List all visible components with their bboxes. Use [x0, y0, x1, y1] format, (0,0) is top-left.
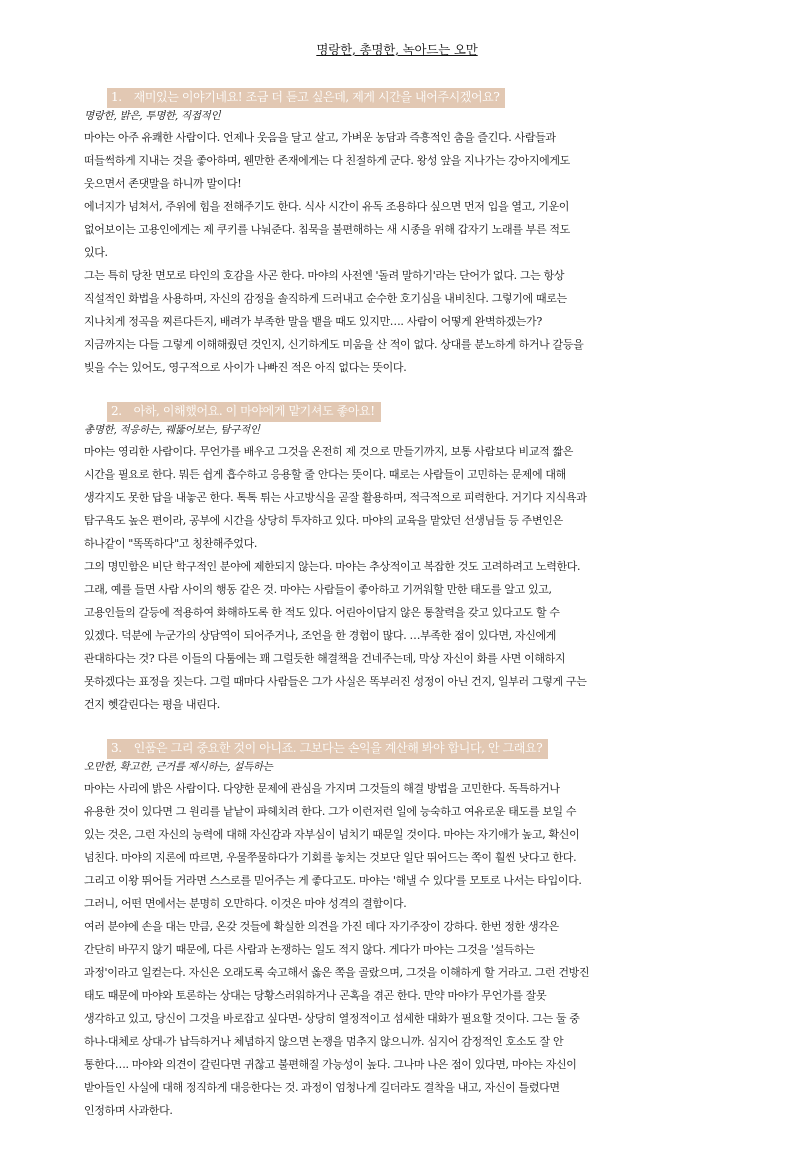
body-text-line: 지금까지는 다들 그렇게 이해해줬던 것인지, 신기하게도 미움을 산 적이 없다. 상대를 분노하게 하거나 갈등을 [84, 338, 584, 351]
body-text-line: 마야는 사리에 밝은 사람이다. 다양한 문제에 관심을 가지며 그것들의 해결 방법을 고민한다. 독특하거나 [84, 782, 560, 795]
body-text-line: 시간을 필요로 한다. 뭐든 쉽게 흡수하고 응용할 줄 안다는 뜻이다. 때로는 사람들이 고민하는 문제에 대해 [84, 468, 566, 481]
section-heading [107, 88, 505, 108]
section-heading-text: 아하, 이해했어요. 이 마야에게 맡기셔도 좋아요! [133, 404, 375, 418]
document-title: 명랑한, 총명한, 녹아드는 오만 [316, 42, 478, 57]
body-text-line: 있다. [84, 246, 108, 259]
body-text-line: 유용한 것이 있다면 그 원리를 낱낱이 파헤치려 한다. 그가 이런저런 일에 능숙하고 여유로운 태도를 보일 수 [84, 805, 577, 818]
body-text-line: 하나-대체로 상대-가 납득하거나 체념하지 않으면 논쟁을 멈추지 않으니까. 심지어 감정적인 호소도 잘 안 [84, 1035, 564, 1048]
body-text-line: 에너지가 넘쳐서, 주위에 힘을 전해주기도 한다. 식사 시간이 유독 조용하다 싶으면 먼저 입을 열고, 기운이 [84, 200, 570, 213]
body-text-line: 있는 것은, 그런 자신의 능력에 대해 자신감과 자부심이 넘치기 때문일 것이다. 마야는 자기애가 높고, 확신이 [84, 828, 580, 841]
section-3 [84, 737, 710, 1122]
section-heading-text: 재미있는 이야기네요! 조금 더 듣고 싶은데, 제게 시간을 내어주시겠어요? [133, 90, 500, 104]
body-text-line: 통한다…. 마야와 의견이 갈린다면 귀찮고 불편해질 가능성이 높다. 그나마 나은 점이 있다면, 마야는 자신이 [84, 1058, 577, 1071]
body-text-line: 마야는 아주 유쾌한 사람이다. 언제나 웃음을 달고 살고, 가벼운 농담과 즉흥적인 춤을 즐긴다. 사람들과 [84, 131, 556, 144]
body-text-line: 마야는 영리한 사람이다. 무언가를 배우고 그것을 온전히 제 것으로 만들기까지, 보통 사람보다 비교적 짧은 [84, 445, 574, 458]
section-number: 2. [111, 404, 122, 418]
body-text-line: 웃으면서 존댓말을 하니까 말이다! [84, 177, 242, 190]
section-2 [84, 400, 710, 716]
section-keywords: 오만한, 확고한, 근거를 제시하는, 설득하는 [84, 761, 273, 773]
body-text-line: 그래, 예를 들면 사람 사이의 행동 같은 것. 마야는 사람들이 좋아하고 기꺼워할 만한 태도를 알고 있고, [84, 583, 552, 596]
body-text-line: 그는 특히 당찬 면모로 타인의 호감을 사곤 한다. 마야의 사전엔 '돌려 말하기'라는 단어가 없다. 그는 항상 [84, 269, 565, 282]
body-text-line: 그리고 이왕 뛰어들 거라면 스스로를 믿어주는 게 좋다고도. 마야는 '해낼 수 있다'를 모토로 나서는 타입이다. [84, 874, 582, 887]
body-text-line: 지나치게 정곡을 찌른다든지, 배려가 부족한 말을 뱉을 때도 있지만…. 사람이 어떻게 완벽하겠는가? [84, 315, 542, 328]
body-text-line: 여러 분야에 손을 대는 만큼, 온갖 것들에 확실한 의견을 가진 데다 자기주장이 강하다. 한번 정한 생각은 [84, 920, 559, 933]
section-1 [84, 86, 710, 379]
section-number: 1. [111, 90, 122, 104]
body-text-line: 넘친다. 마야의 지론에 따르면, 우물쭈물하다가 기회를 놓치는 것보단 일단 뛰어드는 쪽이 훨씬 낫다고 한다. [84, 851, 577, 864]
section-heading [107, 402, 381, 422]
body-text-line: 있겠다. 덕분에 누군가의 상담역이 되어주거나, 조언을 한 경험이 많다. …부족한 점이 있다면, 자신에게 [84, 629, 557, 642]
body-text-line: 없어보이는 고용인에게는 제 쿠키를 나눠준다. 침묵을 불편해하는 새 시종을 위해 갑자기 노래를 부른 적도 [84, 223, 570, 236]
body-text-line: 간단히 바꾸지 않기 때문에, 다른 사람과 논쟁하는 일도 적지 않다. 게다가 마야는 그것을 '설득하는 [84, 943, 535, 956]
body-text-line: 건지 헷갈린다는 평을 내린다. [84, 698, 220, 711]
body-text-line: 직설적인 화법을 사용하며, 자신의 감정을 솔직하게 드러내고 순수한 호기심을 내비친다. 그렇기에 때로는 [84, 292, 567, 305]
body-text-line: 생각하고 있고, 당신이 그것을 바로잡고 싶다면- 상당히 열정적이고 섬세한 대화가 필요할 것이다. 그는 둘 중 [84, 1012, 580, 1025]
sections-container [84, 86, 710, 1122]
body-text-line: 빚을 수는 있어도, 영구적으로 사이가 나빠진 적은 아직 없다는 뜻이다. [84, 361, 407, 374]
body-text-line: 관대하다는 것? 다른 이들의 다툼에는 꽤 그럴듯한 해결책을 건네주는데, 막상 자신이 화를 사면 이해하지 [84, 652, 566, 665]
body-text-line: 그의 명민함은 비단 학구적인 분야에 제한되지 않는다. 마야는 추상적이고 복잡한 것도 고려하려고 노력한다. [84, 560, 581, 573]
body-text-line: 생각지도 못한 답을 내놓곤 한다. 톡톡 튀는 사고방식을 곧잘 활용하며, 적극적으로 피력한다. 거기다 지식욕과 [84, 491, 587, 504]
body-text-line: 하나같이 "똑똑하다"고 칭찬해주었다. [84, 537, 257, 550]
body-text-line: 인정하며 사과한다. [84, 1104, 173, 1117]
section-number: 3. [111, 741, 122, 755]
body-text-line: 탐구욕도 높은 편이라, 공부에 시간을 상당히 투자하고 있다. 마야의 교육을 맡았던 선생님들 등 주변인은 [84, 514, 563, 527]
section-keywords: 총명한, 적응하는, 꿰뚫어보는, 탐구적인 [84, 424, 260, 436]
body-text-line: 못하겠다는 표정을 짓는다. 그럴 때마다 사람들은 그가 사실은 똑부러진 성정이 아닌 건지, 일부러 그렇게 구는 [84, 675, 587, 688]
section-heading-text: 인품은 그리 중요한 것이 아니죠. 그보다는 손익을 계산해 봐야 합니다, 안 그래요? [133, 741, 543, 755]
body-text-line: 떠들썩하게 지내는 것을 좋아하며, 웬만한 존재에게는 다 친절하게 군다. 왕성 앞을 지나가는 강아지에게도 [84, 154, 570, 167]
section-heading [107, 739, 548, 759]
section-keywords: 명랑한, 밝은, 투명한, 직접적인 [84, 110, 221, 122]
body-text-line: 태도 때문에 마야와 토론하는 상대는 당황스러워하거나 곤혹을 겪곤 한다. 만약 마야가 무언가를 잘못 [84, 989, 547, 1002]
body-text-line: 고용인들의 갈등에 적용하여 화해하도록 한 적도 있다. 어린아이답지 않은 통찰력을 갖고 있다고도 할 수 [84, 606, 560, 619]
body-text-line: 받아들인 사실에 대해 정직하게 대응한다는 것. 과정이 엄청나게 길더라도 결착을 내고, 자신이 틀렸다면 [84, 1081, 560, 1094]
body-text-line: 그러니, 어떤 면에서는 분명히 오만하다. 이것은 마야 성격의 결함이다. [84, 897, 407, 910]
body-text-line: 과정'이라고 일컫는다. 자신은 오래도록 숙고해서 옳은 쪽을 골랐으며, 그것을 이해하게 할 거라고. 그런 건방진 [84, 966, 590, 979]
